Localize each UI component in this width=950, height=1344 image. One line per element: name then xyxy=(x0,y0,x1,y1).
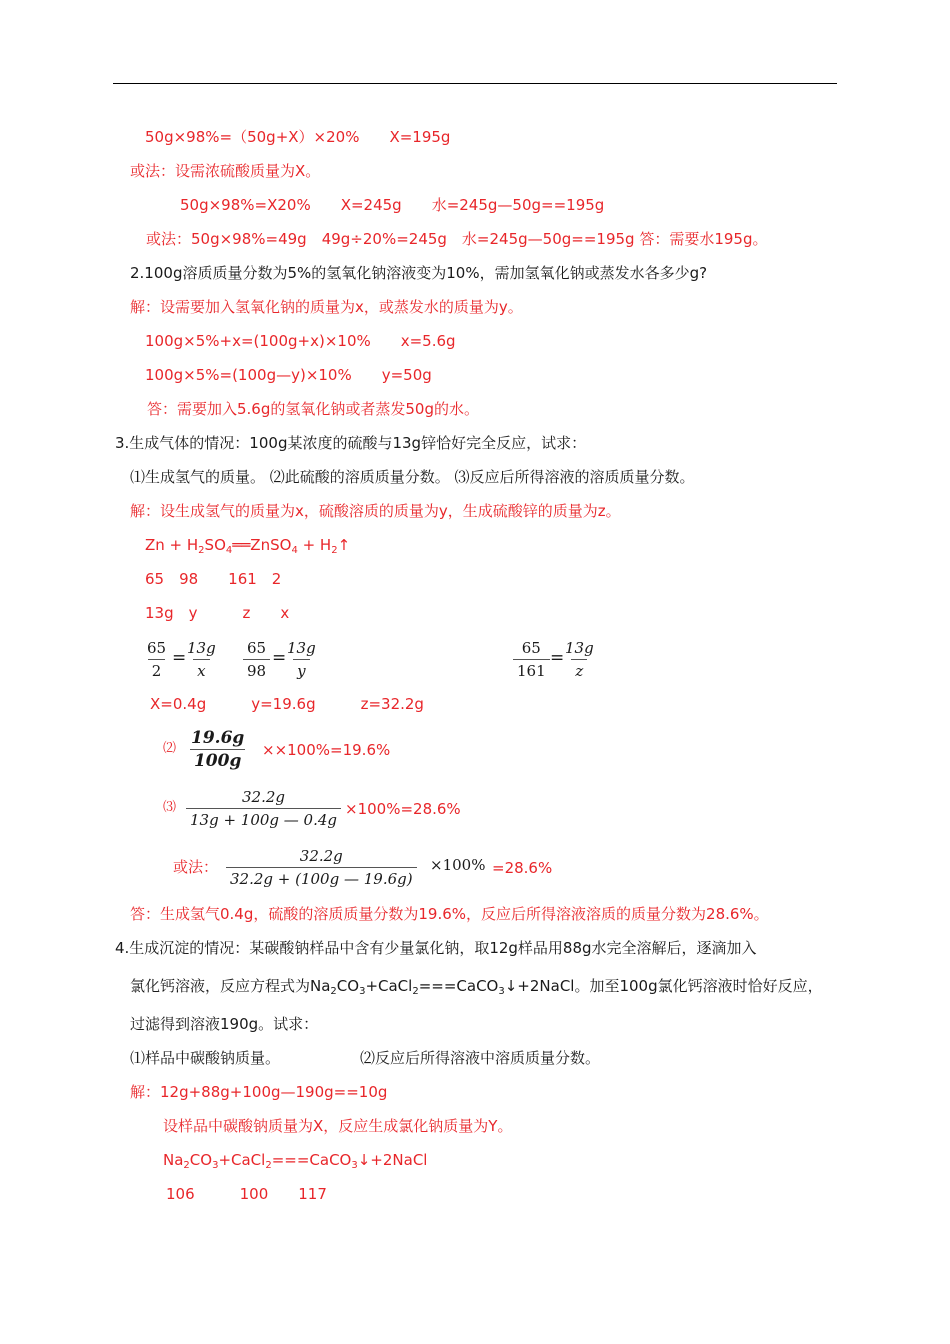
question-4-line3: 过滤得到溶液190g。试求： xyxy=(130,1015,319,1033)
question-3-parts: ⑴生成氢气的质量。 ⑵此硫酸的溶质质量分数。 ⑶反应后所得溶液的溶质质量分数。 xyxy=(130,468,695,486)
fraction: 19.6g 100g xyxy=(191,728,245,771)
part-label: ⑵ xyxy=(163,741,177,756)
results-line: X=0.4g y=19.6g z=32.2g xyxy=(150,695,424,713)
fraction: 32.2g 32.2g + (100g — 19.6g) xyxy=(226,845,417,890)
text-span: 或法：50g×98%=49g 49g÷20%=245g 水=245g—50g==195g xyxy=(146,230,635,248)
equals-sign: = xyxy=(550,648,565,668)
part-label: ⑶ xyxy=(163,800,177,815)
masses-line: 13g y z x xyxy=(145,604,290,622)
text-line xyxy=(146,229,768,249)
text-line: 50g×98%=（50g+X）×20% X=195g xyxy=(145,128,451,146)
solution-line: 解：12g+88g+100g—190g==10g xyxy=(130,1083,388,1101)
answer-line: 答：需要加入5.6g的氢氧化钠或者蒸发50g的水。 xyxy=(147,400,479,418)
answer-text: 答：需要水195g。 xyxy=(639,230,768,248)
fraction: 13g x xyxy=(187,639,216,680)
molar-masses: 65 98 161 2 xyxy=(145,570,282,588)
result-text: =28.6% xyxy=(492,859,553,877)
equals-sign: = xyxy=(272,648,287,668)
fraction: 65 2 xyxy=(147,639,167,680)
question-4-part1: ⑴样品中碳酸钠质量。 xyxy=(130,1049,281,1067)
equation-na2co3: $Na_2CO_3+CaCl_2===CaCO_3↓+2NaCl$ xyxy=(163,1151,428,1171)
equation-zn: $Zn + H_2SO_4══ZnSO_4$ + $H_2↑$ xyxy=(145,536,351,556)
question-2: 2.100g溶质质量分数为5%的氢氧化钠溶液变为10%，需加氢氧化钠或蒸发水各多少g? xyxy=(130,264,708,282)
question-3: 3.生成气体的情况：100g某浓度的硫酸与13g锌恰好完全反应，试求： xyxy=(115,434,587,452)
alt-label: 或法： xyxy=(173,858,219,876)
text-line: 100g×5%+x=(100g+x)×10% x=5.6g xyxy=(145,332,456,350)
molar-masses: 106 100 117 xyxy=(166,1185,327,1203)
fraction: 13g y xyxy=(287,639,316,680)
solution-line: 设样品中碳酸钠质量为X，反应生成氯化钠质量为Y。 xyxy=(163,1117,513,1135)
question-4-line2: 氯化钙溶液，反应方程式为$Na_2CO_3+CaCl_2===CaCO_3↓+2NaCl$。加至100g氯化钙溶液时恰好反应， xyxy=(130,977,823,997)
text-line: 或法：设需浓硫酸质量为X。 xyxy=(130,162,321,180)
answer-line: 答：生成氢气0.4g，硫酸的溶质质量分数为19.6%，反应后所得溶液溶质的质量分数为28.6%。 xyxy=(130,905,769,923)
result-text: ×100%=28.6% xyxy=(345,800,461,818)
question-4-part2: ⑵反应后所得溶液中溶质质量分数。 xyxy=(360,1049,601,1067)
times-100: ×100% xyxy=(430,856,486,874)
fraction: 65 161 xyxy=(513,637,550,682)
solution-line: 解：设需要加入氢氧化钠的质量为x，或蒸发水的质量为y。 xyxy=(130,298,523,316)
solution-line: 解：设生成氢气的质量为x，硫酸溶质的质量为y，生成硫酸锌的质量为z。 xyxy=(130,502,621,520)
question-4: 4.生成沉淀的情况：某碳酸钠样品中含有少量氯化钠，取12g样品用88g水完全溶解后，逐滴加入 xyxy=(115,939,757,957)
text-line: 50g×98%=X20% X=245g 水=245g—50g==195g xyxy=(180,196,605,214)
fraction: 32.2g 13g + 100g — 0.4g xyxy=(186,786,341,831)
fraction: 65 98 xyxy=(243,637,270,682)
header-rule xyxy=(113,83,837,84)
text-line: 100g×5%=(100g—y)×10% y=50g xyxy=(145,366,432,384)
result-text: ××100%=19.6% xyxy=(262,741,391,759)
fraction: 13g z xyxy=(565,639,594,680)
equals-sign: = xyxy=(172,648,187,668)
